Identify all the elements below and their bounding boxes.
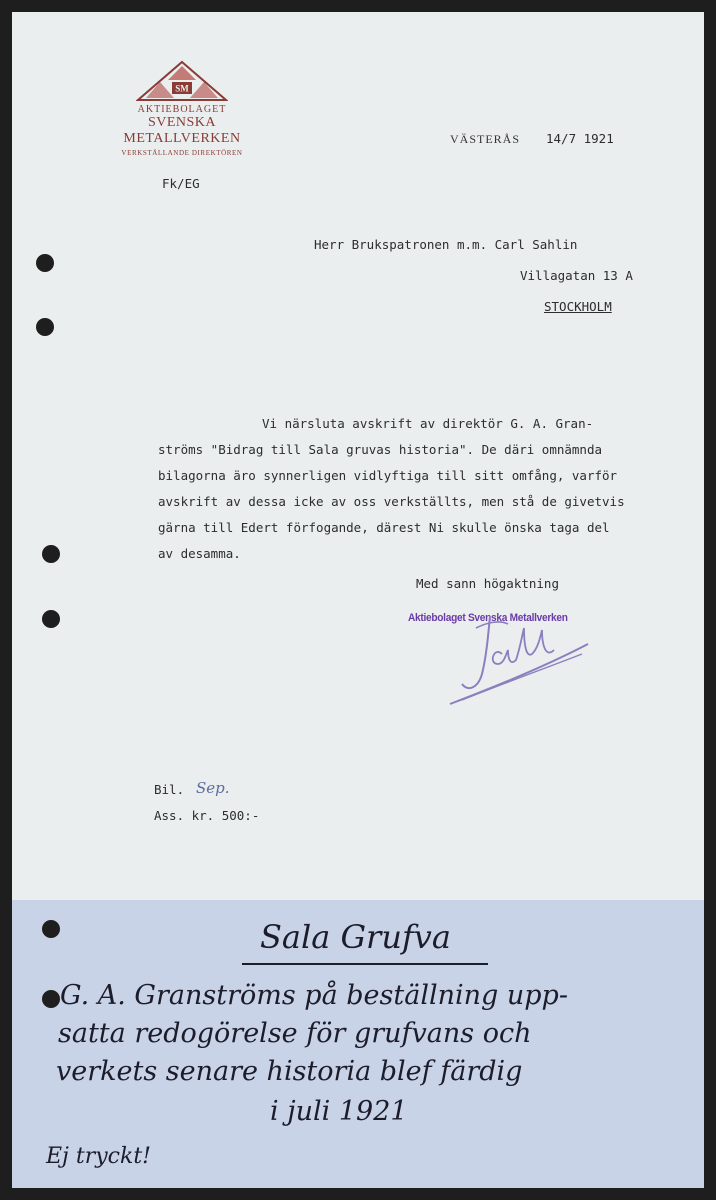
logo-mark: SM — [175, 83, 189, 94]
insured-value: Ass. kr. 500:- — [154, 808, 260, 823]
body-line: Vi närsluta avskrift av direktör G. A. Gran- — [262, 416, 594, 431]
body-line: ströms "Bidrag till Sala gruvas historia". De däri omnämnda — [158, 442, 603, 457]
company-name: SVENSKA METALLVERKEN — [123, 115, 241, 146]
punch-hole — [42, 990, 60, 1008]
punch-hole — [42, 920, 60, 938]
body-line: av desamma. — [158, 546, 241, 561]
company-line-3: VERKSTÄLLANDE DIREKTÖREN — [121, 149, 243, 157]
company-line-1: AKTIEBOLAGET — [137, 104, 227, 115]
recipient-city: STOCKHOLM — [544, 299, 612, 314]
note-line: satta redogörelse för grufvans och — [58, 1018, 532, 1049]
enclosure-handwriting: Sep. — [196, 779, 230, 797]
punch-hole — [42, 545, 60, 563]
punch-hole — [36, 318, 54, 336]
note-title: Sala Grufva — [260, 918, 451, 956]
note-line: G. A. Granströms på beställning upp- — [60, 980, 568, 1011]
closing: Med sann högaktning — [416, 576, 559, 591]
typed-letter — [12, 12, 704, 900]
letterhead — [112, 60, 252, 157]
body-line: gärna till Edert förfogande, därest Ni skulle önska taga del — [158, 520, 610, 535]
note-line: i juli 1921 — [270, 1096, 408, 1127]
note-footer: Ej tryckt! — [46, 1144, 151, 1169]
recipient-line-2: Villagatan 13 A — [520, 268, 633, 283]
body-line: bilagorna äro synnerligen vidlyftiga till sitt omfång, varför — [158, 468, 618, 483]
handwritten-note — [12, 900, 704, 1188]
document-sheet — [12, 12, 704, 1188]
title-underline — [242, 963, 488, 965]
recipient-line-1: Herr Brukspatronen m.m. Carl Sahlin — [314, 237, 578, 252]
punch-hole — [42, 610, 60, 628]
note-line: verkets senare historia blef färdig — [56, 1056, 523, 1087]
body-line: avskrift av dessa icke av oss verkställts, men stå de givetvis — [158, 494, 625, 509]
punch-hole — [36, 254, 54, 272]
enclosure-label: Bil. — [154, 782, 185, 797]
company-logo — [136, 60, 228, 102]
signature — [442, 608, 592, 708]
company-stamp: Aktiebolaget Svenska Metallverken — [408, 612, 568, 624]
place: VÄSTERÅS — [450, 132, 521, 146]
reference: Fk/EG — [162, 176, 200, 191]
date: 14/7 1921 — [546, 131, 614, 146]
